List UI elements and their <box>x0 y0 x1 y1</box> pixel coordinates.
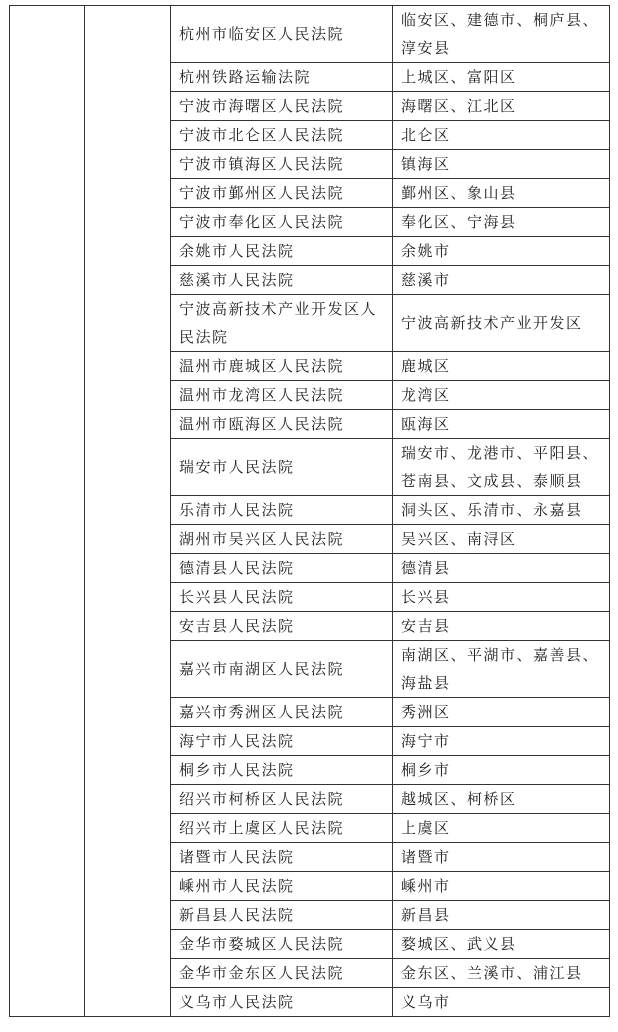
jurisdiction-area-cell: 安吉县 <box>393 612 610 641</box>
jurisdiction-area-cell: 洞头区、乐清市、永嘉县 <box>393 496 610 525</box>
jurisdiction-area-cell: 龙湾区 <box>393 381 610 410</box>
table-row <box>10 6 610 63</box>
court-name-cell: 嘉兴市秀洲区人民法院 <box>171 698 393 727</box>
jurisdiction-area-cell: 鄞州区、象山县 <box>393 179 610 208</box>
jurisdiction-area-cell: 海曙区、江北区 <box>393 92 610 121</box>
court-name-cell: 温州市鹿城区人民法院 <box>171 352 393 381</box>
court-jurisdiction-table <box>9 5 610 1017</box>
jurisdiction-area-cell: 南湖区、平湖市、嘉善县、海盐县 <box>393 641 610 698</box>
court-name-cell: 湖州市吴兴区人民法院 <box>171 525 393 554</box>
court-name-cell: 嘉兴市南湖区人民法院 <box>171 641 393 698</box>
jurisdiction-area-cell: 婺城区、武义县 <box>393 930 610 959</box>
jurisdiction-area-cell: 临安区、建德市、桐庐县、淳安县 <box>393 6 610 63</box>
court-name-cell: 宁波市鄞州区人民法院 <box>171 179 393 208</box>
court-name-cell: 宁波高新技术产业开发区人民法院 <box>171 295 393 352</box>
jurisdiction-area-cell: 上虞区 <box>393 814 610 843</box>
court-name-cell: 温州市瓯海区人民法院 <box>171 410 393 439</box>
court-name-cell: 金华市金东区人民法院 <box>171 959 393 988</box>
court-name-cell: 宁波市镇海区人民法院 <box>171 150 393 179</box>
blank-column-2 <box>85 6 171 1017</box>
jurisdiction-area-cell: 瓯海区 <box>393 410 610 439</box>
court-name-cell: 宁波市奉化区人民法院 <box>171 208 393 237</box>
court-name-cell: 长兴县人民法院 <box>171 583 393 612</box>
jurisdiction-area-cell: 镇海区 <box>393 150 610 179</box>
jurisdiction-area-cell: 余姚市 <box>393 237 610 266</box>
jurisdiction-area-cell: 金东区、兰溪市、浦江县 <box>393 959 610 988</box>
court-name-cell: 义乌市人民法院 <box>171 988 393 1017</box>
court-name-cell: 宁波市北仑区人民法院 <box>171 121 393 150</box>
jurisdiction-area-cell: 嵊州市 <box>393 872 610 901</box>
jurisdiction-area-cell: 越城区、柯桥区 <box>393 785 610 814</box>
court-name-cell: 绍兴市上虞区人民法院 <box>171 814 393 843</box>
jurisdiction-area-cell: 宁波高新技术产业开发区 <box>393 295 610 352</box>
court-name-cell: 杭州铁路运输法院 <box>171 63 393 92</box>
court-name-cell: 绍兴市柯桥区人民法院 <box>171 785 393 814</box>
jurisdiction-area-cell: 诸暨市 <box>393 843 610 872</box>
jurisdiction-area-cell: 新昌县 <box>393 901 610 930</box>
court-name-cell: 瑞安市人民法院 <box>171 439 393 496</box>
court-name-cell: 金华市婺城区人民法院 <box>171 930 393 959</box>
jurisdiction-area-cell: 义乌市 <box>393 988 610 1017</box>
table-body <box>10 6 610 1017</box>
court-name-cell: 安吉县人民法院 <box>171 612 393 641</box>
jurisdiction-area-cell: 秀洲区 <box>393 698 610 727</box>
blank-column-1 <box>10 6 85 1017</box>
court-name-cell: 余姚市人民法院 <box>171 237 393 266</box>
jurisdiction-area-cell: 海宁市 <box>393 727 610 756</box>
jurisdiction-area-cell: 上城区、富阳区 <box>393 63 610 92</box>
court-name-cell: 嵊州市人民法院 <box>171 872 393 901</box>
court-name-cell: 新昌县人民法院 <box>171 901 393 930</box>
court-name-cell: 德清县人民法院 <box>171 554 393 583</box>
court-name-cell: 杭州市临安区人民法院 <box>171 6 393 63</box>
court-name-cell: 慈溪市人民法院 <box>171 266 393 295</box>
court-name-cell: 海宁市人民法院 <box>171 727 393 756</box>
jurisdiction-area-cell: 桐乡市 <box>393 756 610 785</box>
jurisdiction-area-cell: 北仑区 <box>393 121 610 150</box>
court-name-cell: 乐清市人民法院 <box>171 496 393 525</box>
court-name-cell: 桐乡市人民法院 <box>171 756 393 785</box>
jurisdiction-area-cell: 奉化区、宁海县 <box>393 208 610 237</box>
jurisdiction-area-cell: 长兴县 <box>393 583 610 612</box>
jurisdiction-area-cell: 慈溪市 <box>393 266 610 295</box>
jurisdiction-area-cell: 德清县 <box>393 554 610 583</box>
court-name-cell: 宁波市海曙区人民法院 <box>171 92 393 121</box>
court-jurisdiction-table-container <box>9 5 610 1017</box>
jurisdiction-area-cell: 瑞安市、龙港市、平阳县、苍南县、文成县、泰顺县 <box>393 439 610 496</box>
court-name-cell: 温州市龙湾区人民法院 <box>171 381 393 410</box>
court-name-cell: 诸暨市人民法院 <box>171 843 393 872</box>
jurisdiction-area-cell: 吴兴区、南浔区 <box>393 525 610 554</box>
jurisdiction-area-cell: 鹿城区 <box>393 352 610 381</box>
